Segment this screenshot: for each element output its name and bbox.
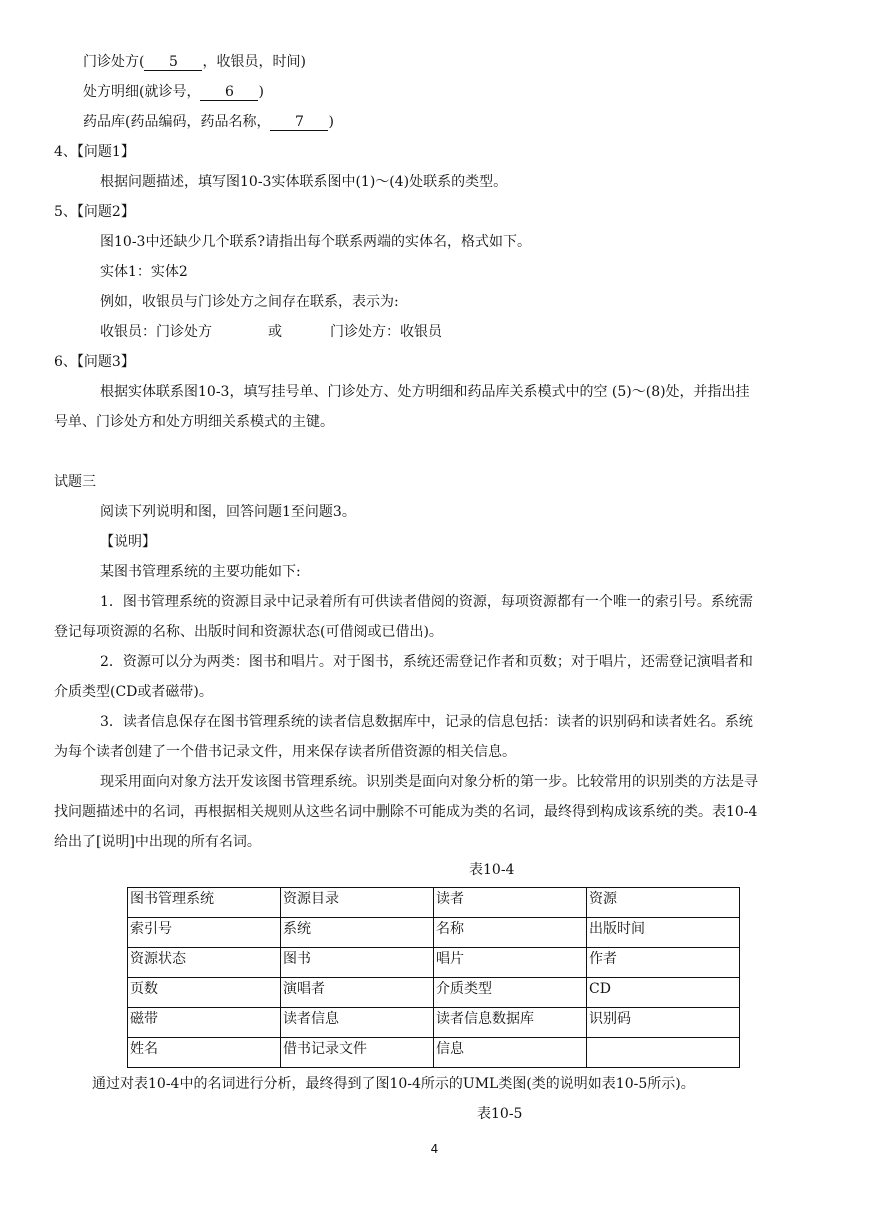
item-1-line-2: 登记每项资源的名称、出版时间和资源状态(可借阅或已借出)。 — [54, 624, 443, 640]
relation-suffix: ，收银员，时间) — [202, 54, 306, 70]
page-number: 4 — [430, 1142, 439, 1156]
question-3-heading: 6、【问题3】 — [54, 354, 135, 370]
question-1-text: 根据问题描述，填写图10-3实体联系图中(1)～(4)处联系的类型。 — [100, 174, 508, 190]
table-cell: 页数 — [128, 978, 281, 1008]
item-2-line-2: 介质类型(CD或者磁带)。 — [54, 684, 213, 700]
table-cell: 介质类型 — [434, 978, 587, 1008]
table-row — [128, 888, 740, 918]
relation-prefix: 处方明细(就诊号， — [83, 84, 201, 100]
answer-blank-7: 7 — [270, 114, 328, 131]
exam-3-title: 试题三 — [54, 474, 96, 490]
table-cell: 资源状态 — [128, 948, 281, 978]
question-2-text-1: 图10-3中还缺少几个联系?请指出每个联系两端的实体名，格式如下。 — [100, 234, 531, 250]
answer-blank-6: 6 — [200, 84, 258, 101]
table-cell: 资源目录 — [281, 888, 434, 918]
table-cell: 系统 — [281, 918, 434, 948]
table-cell: 作者 — [587, 948, 740, 978]
relation-clinic-prescription — [83, 52, 306, 72]
paragraph-line-1: 现采用面向对象方法开发该图书管理系统。识别类是面向对象分析的第一步。比较常用的识别类的方法是寻 — [100, 774, 758, 790]
table-cell: 名称 — [434, 918, 587, 948]
table-cell: 资源 — [587, 888, 740, 918]
table-cell: 演唱者 — [281, 978, 434, 1008]
question-2-example-b: 门诊处方：收银员 — [330, 324, 442, 340]
paragraph-line-2: 找问题描述中的名词，再根据相关规则从这些名词中删除不可能成为类的名词，最终得到构成该系统的类。表10-4 — [54, 804, 758, 820]
item-2-line-1: 2．资源可以分为两类：图书和唱片。对于图书，系统还需登记作者和页数；对于唱片，还需登记演唱者和 — [100, 654, 753, 670]
table-cell: 图书 — [281, 948, 434, 978]
table-row — [128, 918, 740, 948]
description-heading: 【说明】 — [100, 534, 156, 550]
item-3-line-1: 3．读者信息保存在图书管理系统的读者信息数据库中，记录的信息包括：读者的识别码和读者姓名。系统 — [100, 714, 753, 730]
question-2-heading: 5、【问题2】 — [54, 204, 135, 220]
relation-prescription-detail — [83, 82, 264, 102]
question-1-heading: 4、【问题1】 — [54, 144, 135, 160]
table-10-4-caption: 表10-4 — [469, 862, 515, 878]
table-row — [128, 1038, 740, 1068]
description-intro: 某图书管理系统的主要功能如下: — [100, 564, 301, 580]
relation-prefix: 药品库(药品编码，药品名称， — [83, 114, 271, 130]
question-2-example-intro: 例如，收银员与门诊处方之间存在联系，表示为: — [100, 294, 399, 310]
relation-drug-db — [83, 112, 334, 132]
question-2-format: 实体1：实体2 — [100, 264, 188, 280]
item-1-line-1: 1．图书管理系统的资源目录中记录着所有可供读者借阅的资源，每项资源都有一个唯一的索引号。系统需 — [100, 594, 753, 610]
table-cell: 读者信息 — [281, 1008, 434, 1038]
table-row — [128, 1008, 740, 1038]
relation-prefix: 门诊处方( — [83, 54, 145, 70]
question-2-example-a: 收银员：门诊处方 — [100, 324, 212, 340]
question-3-text-line-1: 根据实体联系图10-3，填写挂号单、门诊处方、处方明细和药品库关系模式中的空 (5)～(8)处，并指出挂 — [100, 384, 750, 400]
relation-suffix: ) — [328, 114, 334, 130]
table-row — [128, 978, 740, 1008]
table-cell: 识别码 — [587, 1008, 740, 1038]
table-cell: 唱片 — [434, 948, 587, 978]
question-3-text-line-2: 号单、门诊处方和处方明细关系模式的主键。 — [54, 414, 334, 430]
table-cell: CD — [587, 978, 740, 1008]
table-cell: 图书管理系统 — [128, 888, 281, 918]
table-10-5-caption: 表10-5 — [477, 1106, 523, 1122]
table-row — [128, 948, 740, 978]
after-table-text: 通过对表10-4中的名词进行分析，最终得到了图10-4所示的UML类图(类的说明如表10-5所示)。 — [92, 1076, 695, 1092]
relation-suffix: ) — [258, 84, 264, 100]
answer-blank-5: 5 — [144, 54, 202, 71]
table-cell: 信息 — [434, 1038, 587, 1068]
paragraph-line-3: 给出了[说明]中出现的所有名词。 — [54, 834, 261, 850]
table-cell: 借书记录文件 — [281, 1038, 434, 1068]
table-cell — [587, 1038, 740, 1068]
question-2-example-or: 或 — [268, 324, 282, 340]
noun-table — [127, 887, 740, 1068]
table-cell: 读者 — [434, 888, 587, 918]
table-cell: 磁带 — [128, 1008, 281, 1038]
exam-3-intro: 阅读下列说明和图，回答问题1至问题3。 — [100, 504, 356, 520]
table-cell: 姓名 — [128, 1038, 281, 1068]
table-cell: 出版时间 — [587, 918, 740, 948]
table-cell: 索引号 — [128, 918, 281, 948]
item-3-line-2: 为每个读者创建了一个借书记录文件，用来保存读者所借资源的相关信息。 — [54, 744, 516, 760]
table-cell: 读者信息数据库 — [434, 1008, 587, 1038]
